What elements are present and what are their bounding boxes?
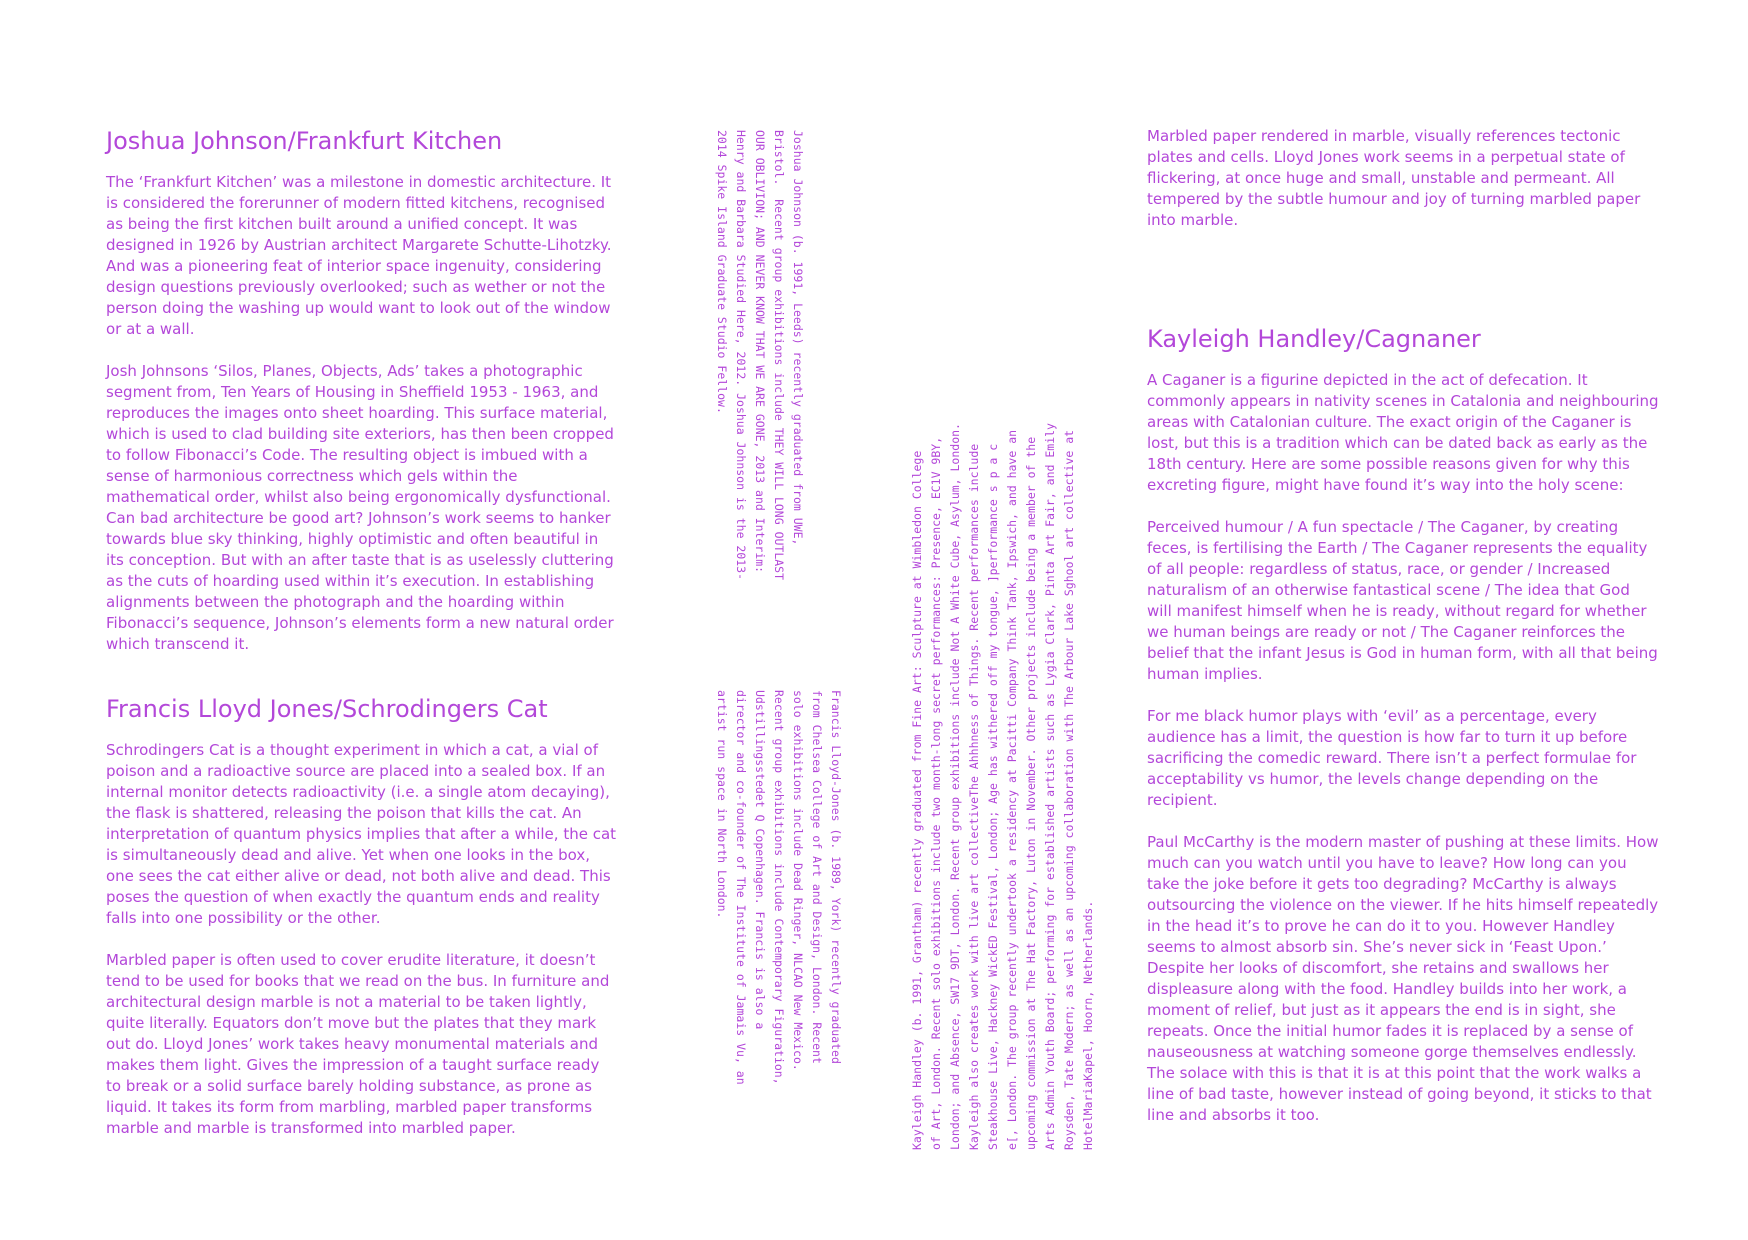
bio-handley: Kayleigh Handley (b. 1991, Grantham) recently graduated from Fine Art: Sculpture at Wimbledon College of Art, London. Recent solo exhibitions include two month-long secret performances: Presence, EC1V 9BY, London; and Absence, SW17 9DT, London. Recent group exhibitions include Not A White Cube, Asylum, London. Kayleigh also creates work with live art collectiveThe Ahhhness of Things. Recent performances include Steakhouse Live, Hackney WickED Festival, London; Age has withered off my tongue, ]performance s p a c e[, London. The group recently undertook a residency at Pacitti Company Think Tank, Ipswich, and have an upcoming commission at The Hat Factory, Luton in November. Other projects include being a member of the Arts Admin Youth Board; performing for established artists such as Lygia Clark, Pinta Art Fair, and Emily Roysden, Tate Modern; as well as an upcoming collaboration with The Arbour Lake Sghool art collective at HotelMariaKapel, Hoorn, Netherlands.	[910, 423, 1095, 1150]
handley-paragraph-3: For me black humor plays with ‘evil’ as a percentage, every audience has a limit, the question is how far to turn it up before sacrificing the comedic reward. There isn’t a perfect formulae for acceptability vs humor, the levels change depending on the recipient.	[1147, 707, 1637, 809]
section-title-johnson: Joshua Johnson/Frankfurt Kitchen	[106, 127, 503, 155]
johnson-paragraph-1: The ‘Frankfurt Kitchen’ was a milestone in domestic architecture. It is considered the forerunner of modern fitted kitchens, recognised as being the first kitchen built around a unified concept. It was designed in 1926 by Austrian architect Margarete Schutte-Lihotzky. And was a pioneering feat of interior space ingenuity, considering design questions previously overlooked; such as wether or not the person doing the washing up would want to look out of the window or at a wall.	[106, 173, 612, 338]
lloyd-jones-intro: Marbled paper rendered in marble, visually references tectonic plates and cells. Lloyd Jones work seems in a perpetual state of flickering, at once huge and small, unstable and permeant. All tempered by the subtle humour and joy of turning marbled paper into marble.	[1147, 127, 1641, 229]
johnson-paragraph-2: Josh Johnsons ‘Silos, Planes, Objects, Ads’ takes a photographic segment from, Ten Years of Housing in Sheffield 1953 - 1963, and reproduces the images onto sheet hoarding. This surface material, which is used to clad building site exteriors, has then been cropped to follow Fibonacci’s Code. The resulting object is imbued with a sense of harmonious correctness which gels within the mathematical order, whilst also being ergonomically dysfunctional. Can bad architecture be good art? Johnson’s work seems to hanker towards blue sky thinking, highly optimistic and often beautiful in its conception. But with an after taste that is as uselessly cluttering as the cuts of hoarding used within it’s execution. In establishing alignments between the photograph and the hoarding within Fibonacci’s sequence, Johnson’s elements form a new natural order which transcend it.	[106, 362, 614, 653]
handley-paragraph-2: Perceived humour / A fun spectacle / The Caganer, by creating feces, is fertilising the Earth / The Caganer represents the equality of all people: regardless of status, race, or gender / Increased naturalism of an otherwise fantastical scene / The idea that God will manifest himself when he is ready, without regard for whether we human beings are ready or not / The Caganer reinforces the belief that the infant Jesus is God in human form, with all that being human implies.	[1147, 518, 1658, 683]
section-title-lloyd-jones: Francis Lloyd Jones/Schrodingers Cat	[106, 695, 548, 723]
handley-paragraph-4: Paul McCarthy is the modern master of pushing at these limits. How much can you watch until you have to leave? How long can you take the joke before it gets too degrading? McCarthy is always outsourcing the violence on the viewer. If he hits himself repeatedly in the head it’s to prove he can do it to you. However Handley seems to almost absorb sin. She’s never sick in ‘Feast Upon.’ Despite her looks of discomfort, she retains and swallows her displeasure along with the food. Handley builds into her work, a moment of relief, but just as it appears the end is in sight, she repeats. Once the initial humor fades it is replaced by a sense of nauseousness at watching someone gorge themselves endlessly. The solace with this is that it is at this point that the work walks a line of bad taste, however instead of going beyond, it sticks to that line and absorbs it too.	[1147, 833, 1659, 1124]
lloyd-jones-paragraph-2: Marbled paper is often used to cover erudite literature, it doesn’t tend to be used for books that we read on the bus. In furniture and architectural design marble is not a material to be taken lightly, quite literally. Equators don’t move but the plates that they mark out do. Lloyd Jones’ work takes heavy monumental materials and makes them light. Gives the impression of a taught surface ready to break or a solid surface barely holding substance, as prone as liquid. It takes its form from marbling, marbled paper transforms marble and marble is transformed into marbled paper.	[106, 951, 610, 1137]
bio-johnson: Joshua Johnson (b. 1991, Leeds) recently graduated from UWE, Bristol. Recent group exhibitions include THEY WILL LONG OUTLAST OUR OBLIVION; AND NEVER KNOW THAT WE ARE GONE, 2013 and Interim: Henry and Barbara Studied Here, 2012. Joshua Johnson is the 2013- 2014 Spike Island Graduate Studio Fellow.	[715, 130, 805, 581]
handley-paragraph-1: A Caganer is a figurine depicted in the act of defecation. It commonly appears in nativity scenes in Catalonia and neighbouring areas with Catalonian culture. The exact origin of the Caganer is lost, but this is a tradition which can be dated back as early as the 18th century. Here are some possible reasons given for why this excreting figure, might have found it’s way into the holy scene:	[1147, 371, 1659, 494]
left-column	[106, 126, 618, 1160]
section-title-handley: Kayleigh Handley/Cagnaner	[1147, 325, 1481, 353]
right-column	[1147, 126, 1659, 1147]
bio-lloyd-jones: Francis Lloyd-Jones (b. 1989, York) recently graduated from Chelsea College of Art and Design, London. Recent solo exhibitions include Dead Ringer, NLCAO New Mexico. Recent group exhibitions include Contemporary Figuration, Udstillingsstedet Q Copenhagen. Francis is also a director and co-founder of The Institute of Jamais Vu, an artist run space in North London.	[715, 690, 843, 1085]
lloyd-jones-paragraph-1: Schrodingers Cat is a thought experiment in which a cat, a vial of poison and a radioactive source are placed into a sealed box. If an internal monitor detects radioactivity (i.e. a single atom decaying), the flask is shattered, releasing the poison that kills the cat. An interpretation of quantum physics implies that after a while, the cat is simultaneously dead and alive. Yet when one looks in the box, one sees the cat either alive or dead, not both alive and dead. This poses the question of when exactly the quantum ends and reality falls into one possibility or the other.	[106, 741, 617, 927]
